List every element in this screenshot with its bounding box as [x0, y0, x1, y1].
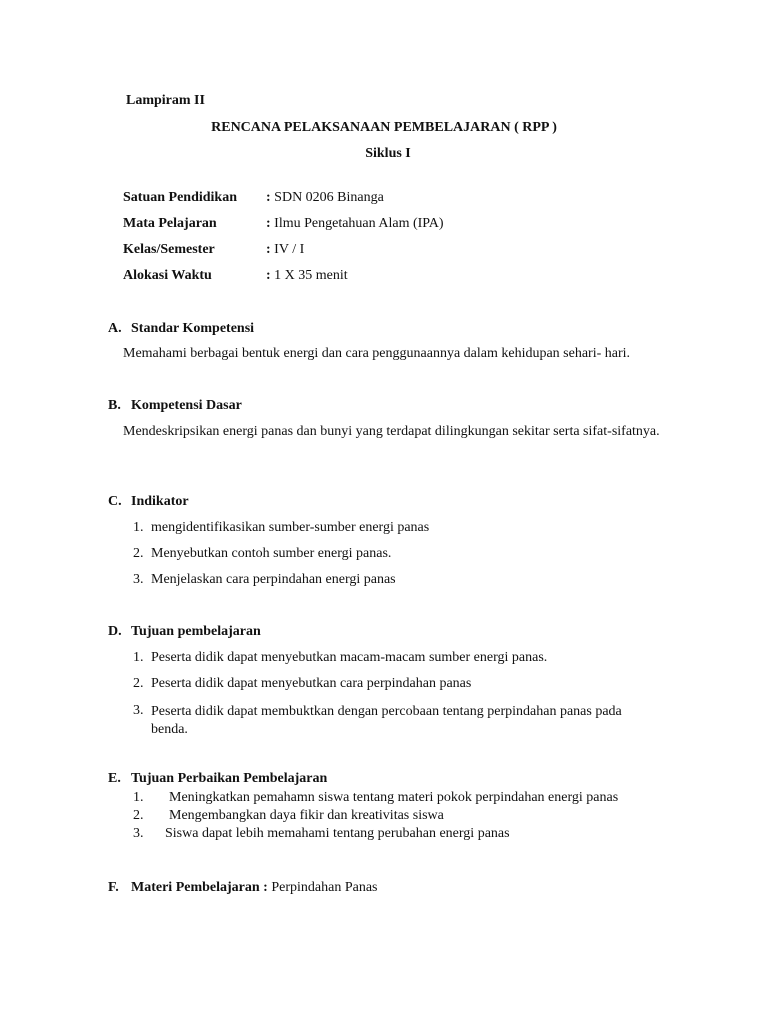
section-c-title: Indikator — [131, 494, 189, 509]
identity-value-satuan: : SDN 0206 Binanga — [266, 190, 384, 205]
list-item: Siswa dapat lebih memahami tentang perubahan energi panas — [165, 826, 510, 841]
identity-value-kelas: : IV / I — [266, 242, 305, 257]
identity-label-kelas: Kelas/Semester — [123, 242, 215, 257]
list-item: mengidentifikasikan sumber-sumber energi panas — [151, 520, 430, 535]
list-item: Peserta didik dapat menyebutkan cara perpindahan panas — [151, 676, 472, 691]
list-item-number: 2. — [133, 808, 144, 823]
list-item-number: 3. — [133, 572, 144, 587]
list-item-number: 3. — [133, 826, 144, 841]
section-e-letter: E. — [108, 771, 121, 786]
list-item: Menyebutkan contoh sumber energi panas. — [151, 546, 392, 561]
list-item-number: 1. — [133, 650, 144, 665]
siklus-label: Siklus I — [365, 146, 411, 161]
section-e-title: Tujuan Perbaikan Pembelajaran — [131, 771, 328, 786]
section-b-text: Mendeskripsikan energi panas dan bunyi yang terdapat dilingkungan sekitar serta sifat-sifatnya. — [123, 424, 660, 439]
section-a-letter: A. — [108, 321, 122, 336]
section-b-letter: B. — [108, 398, 121, 413]
list-item-number: 2. — [133, 676, 144, 691]
list-item-number: 2. — [133, 546, 144, 561]
list-item-number: 1. — [133, 790, 144, 805]
lampiran-label: Lampiram II — [126, 93, 205, 108]
list-item: Peserta didik dapat membuktkan dengan percobaan tentang perpindahan panas pada benda. — [151, 704, 622, 737]
list-item: Menjelaskan cara perpindahan energi panas — [151, 572, 396, 587]
section-f-title: Materi Pembelajaran : — [131, 880, 268, 895]
section-a-text: Memahami berbagai bentuk energi dan cara penggunaannya dalam kehidupan sehari- hari. — [123, 346, 631, 361]
identity-label-satuan: Satuan Pendidikan — [123, 190, 237, 205]
list-item: Peserta didik dapat menyebutkan macam-macam sumber energi panas. — [151, 650, 548, 665]
identity-label-mapel: Mata Pelajaran — [123, 216, 217, 231]
section-f-line — [131, 880, 378, 897]
list-item: Mengembangkan daya fikir dan kreativitas siswa — [169, 808, 444, 823]
section-d-title: Tujuan pembelajaran — [131, 624, 261, 639]
section-d-letter: D. — [108, 624, 122, 639]
section-c-letter: C. — [108, 494, 122, 509]
identity-value-alokasi: : 1 X 35 menit — [266, 268, 348, 283]
document-title: RENCANA PELAKSANAAN PEMBELAJARAN ( RPP ) — [211, 120, 557, 135]
identity-value-mapel: : Ilmu Pengetahuan Alam (IPA) — [266, 216, 444, 231]
section-f-value: Perpindahan Panas — [271, 880, 378, 895]
section-a-title: Standar Kompetensi — [131, 321, 255, 336]
section-b-title: Kompetensi Dasar — [131, 398, 242, 413]
list-item-number: 1. — [133, 520, 144, 535]
identity-label-alokasi: Alokasi Waktu — [123, 268, 212, 283]
list-item-number: 3. — [133, 703, 144, 718]
section-f-letter: F. — [108, 880, 119, 895]
list-item: Meningkatkan pemahamn siswa tentang materi pokok perpindahan energi panas — [169, 790, 619, 805]
